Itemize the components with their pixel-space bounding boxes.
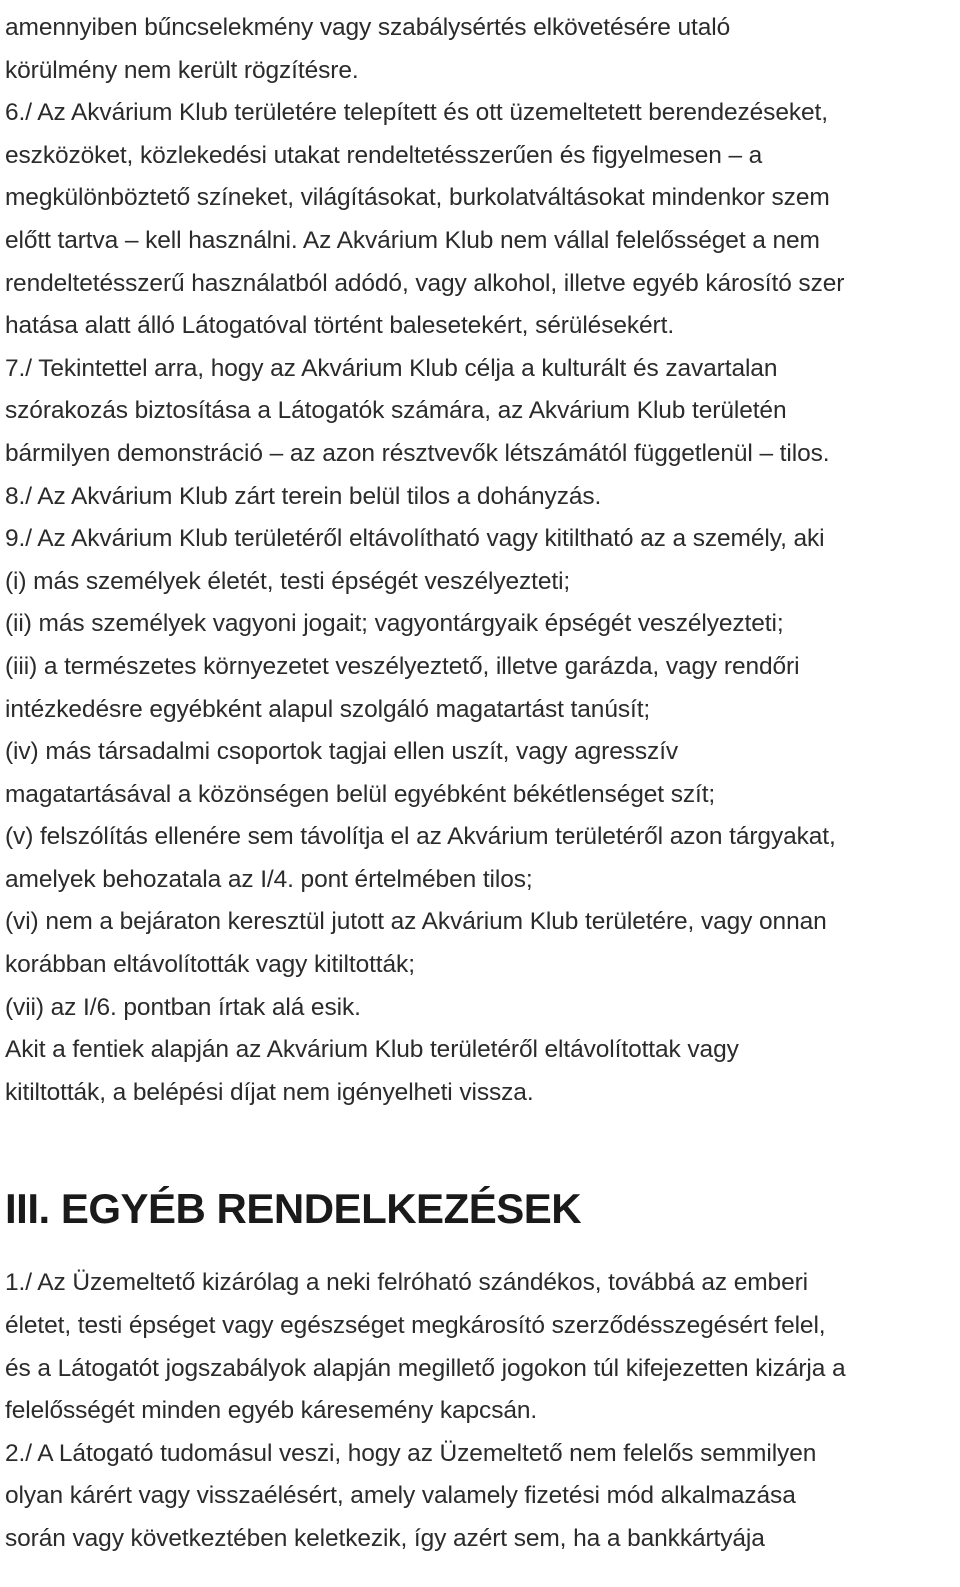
- paragraph-line: életet, testi épséget vagy egészséget megkárosító szerződésszegésért felel,: [5, 1312, 826, 1340]
- section-heading: III. EGYÉB RENDELKEZÉSEK: [5, 1185, 582, 1233]
- paragraph-line: során vagy következtében keletkezik, így azért sem, ha a bankkártyája: [5, 1525, 765, 1552]
- paragraph-line: magatartásával a közönségen belül egyébként békétlenséget szít;: [5, 780, 716, 808]
- paragraph-line: szórakozás biztosítása a Látogatók számára, az Akvárium Klub területén: [5, 397, 787, 425]
- paragraph-line: körülmény nem került rögzítésre.: [5, 56, 359, 84]
- paragraph-line: intézkedésre egyébként alapul szolgáló magatartást tanúsít;: [5, 695, 651, 723]
- paragraph-line: 8./ Az Akvárium Klub zárt terein belül tilos a dohányzás.: [5, 482, 602, 510]
- paragraph-line: 2./ A Látogató tudomásul veszi, hogy az Üzemeltető nem felelős semmilyen: [5, 1439, 817, 1467]
- paragraph-line: kitiltották, a belépési díjat nem igényelheti vissza.: [5, 1078, 534, 1106]
- section-ii-continued: [5, 0, 952, 1114]
- paragraph-line: (iv) más társadalmi csoportok tagjai ellen uszít, vagy agresszív: [5, 738, 679, 766]
- paragraph-line: amennyiben bűncselekmény vagy szabálysértés elkövetésére utaló: [5, 14, 731, 41]
- paragraph-line: és a Látogatót jogszabályok alapján megillető jogokon túl kifejezetten kizárja a: [5, 1354, 846, 1382]
- paragraph-line: előtt tartva – kell használni. Az Akvárium Klub nem vállal felelősséget a nem: [5, 226, 820, 254]
- paragraph-line: amelyek behozatala az I/4. pont értelmében tilos;: [5, 865, 533, 893]
- paragraph-line: megkülönböztető színeket, világításokat, burkolatváltásokat mindenkor szem: [5, 184, 830, 212]
- paragraph-line: bármilyen demonstráció – az azon résztvevők létszámától függetlenül – tilos.: [5, 439, 830, 467]
- paragraph-line: olyan kárért vagy visszaélésért, amely valamely fizetési mód alkalmazása: [5, 1482, 796, 1510]
- paragraph-line: 6./ Az Akvárium Klub területére telepített és ott üzemeltetett berendezéseket,: [5, 99, 828, 127]
- paragraph-line: eszközöket, közlekedési utakat rendeltetésszerűen és figyelmesen – a: [5, 141, 763, 169]
- paragraph-line: (vii) az I/6. pontban írtak alá esik.: [5, 993, 361, 1021]
- paragraph-line: 9./ Az Akvárium Klub területéről eltávolítható vagy kitiltható az a személy, aki: [5, 525, 825, 553]
- paragraph-line: (v) felszólítás ellenére sem távolítja el az Akvárium területéről azon tárgyakat,: [5, 823, 836, 851]
- paragraph-line: (ii) más személyek vagyoni jogait; vagyontárgyaik épségét veszélyezteti;: [5, 610, 784, 638]
- paragraph-line: (iii) a természetes környezetet veszélyeztető, illetve garázda, vagy rendőri: [5, 652, 800, 680]
- paragraph-line: (i) más személyek életét, testi épségét veszélyezteti;: [5, 567, 571, 595]
- paragraph-line: 7./ Tekintettel arra, hogy az Akvárium Klub célja a kulturált és zavartalan: [5, 354, 778, 382]
- paragraph-line: 1./ Az Üzemeltető kizárólag a neki felróható szándékos, továbbá az emberi: [5, 1269, 809, 1297]
- paragraph-line: korábban eltávolították vagy kitiltották;: [5, 951, 415, 979]
- paragraph-line: felelősségét minden egyéb káresemény kapcsán.: [5, 1397, 538, 1425]
- paragraph-line: (vi) nem a bejáraton keresztül jutott az Akvárium Klub területére, vagy onnan: [5, 908, 827, 936]
- paragraph-line: hatása alatt álló Látogatóval történt balesetekért, sérülésekért.: [5, 312, 675, 340]
- paragraph-line: Akit a fentiek alapján az Akvárium Klub területéről eltávolítottak vagy: [5, 1036, 739, 1064]
- paragraph-line: rendeltetésszerű használatból adódó, vagy alkohol, illetve egyéb károsító szer: [5, 269, 845, 297]
- section-iii-body: [5, 1262, 952, 1560]
